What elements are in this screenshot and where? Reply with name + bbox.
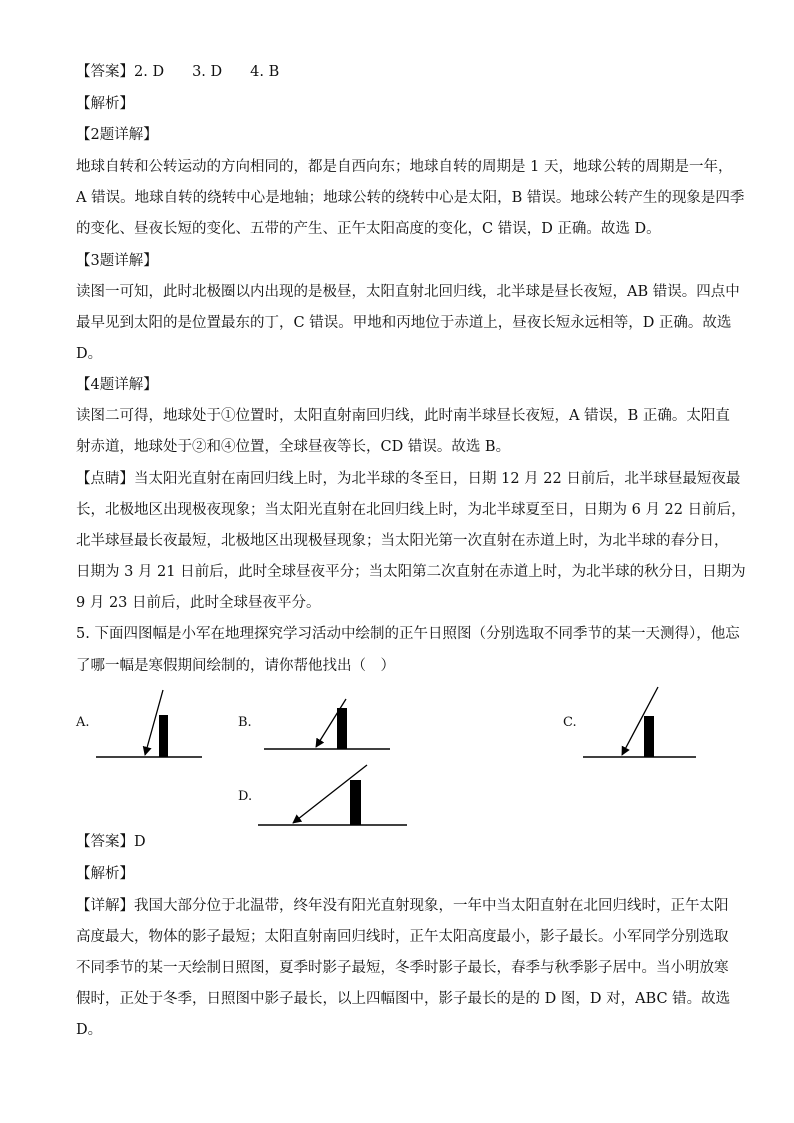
q4-line-1: 读图二可得，地球处于①位置时，太阳直射南回归线，此时南半球昼长夜短，A 错误，B 正确。太阳直 <box>76 408 730 424</box>
q2-heading: 【2题详解】 <box>76 127 158 143</box>
answer-label: 【答案】 <box>76 64 134 80</box>
dianjing-line-2: 长，北极地区出现极夜现象；当太阳光直射在北回归线上时，为北半球夏至日，日期为 6 月 22 日前后， <box>76 502 746 518</box>
q5-detail-line-3: 不同季节的某一天绘制日照图，夏季时影子最短，冬季时影子最长，春季与秋季影子居中。当小明放寒 <box>76 960 729 976</box>
q5-stem-line-1: 5. 下面四图幅是小军在地理探究学习活动中绘制的正午日照图（分别选取不同季节的某一天测得），他忘 <box>76 626 740 642</box>
diagram-c-pole <box>644 716 654 757</box>
q5-detail-line-1: 【详解】我国大部分位于北温带，终年没有阳光直射现象，一年中当太阳直射在北回归线时，正午太阳 <box>76 898 729 914</box>
option-c-label: C. <box>563 715 577 730</box>
diagram-d <box>258 765 407 825</box>
q5-analysis-heading: 【解析】 <box>76 866 134 882</box>
q5-stem-line-2: 了哪一幅是寒假期间绘制的，请你帮他找出（ ） <box>76 658 395 674</box>
q4-heading: 【4题详解】 <box>76 377 158 393</box>
dianjing-line-3: 北半球昼最长夜最短，北极地区出现极昼现象；当太阳光第一次直射在赤道上时，为北半球的春分日， <box>76 533 729 549</box>
answer-item-3: 3. D <box>192 64 223 80</box>
answer-item-2: 2. D <box>134 64 165 80</box>
option-b-label: B. <box>238 715 252 730</box>
diagram-d-pole <box>350 780 361 825</box>
diagram-b-pole <box>337 708 347 749</box>
q3-heading: 【3题详解】 <box>76 253 158 269</box>
option-d-label: D. <box>238 789 253 804</box>
q3-line-2: 最早见到太阳的是位置最东的丁，C 错误。甲地和丙地位于赤道上，昼夜长短永远相等，D 正确。故选 <box>76 315 732 331</box>
q2-line-1: 地球自转和公转运动的方向相同的，都是自西向东；地球自转的周期是 1 天，地球公转的周期是一年， <box>76 159 733 175</box>
analysis-heading: 【解析】 <box>76 96 134 112</box>
q4-line-2: 射赤道，地球处于②和④位置，全球昼夜等长，CD 错误。故选 B。 <box>76 439 511 455</box>
diagram-b <box>264 699 390 749</box>
q3-line-1: 读图一可知，此时北极圈以内出现的是极昼，太阳直射北回归线，北半球是昼长夜短，AB 错误。四点中 <box>76 284 740 300</box>
q5-answer: 【答案】D <box>76 834 146 850</box>
dianjing-line-4: 日期为 3 月 21 日前后，此时全球昼夜平分；当太阳第二次直射在赤道上时，为北半球的秋分日，日期为 <box>76 564 746 580</box>
option-a-label: A. <box>76 715 90 730</box>
q2-line-2: A 错误。地球自转的绕转中心是地轴；地球公转的绕转中心是太阳，B 错误。地球公转产生的现象是四季 <box>76 190 745 206</box>
diagram-a-pole <box>159 715 168 757</box>
q5-detail-line-5: D。 <box>76 1022 103 1038</box>
dianjing-line-5: 9 月 23 日前后，此时全球昼夜平分。 <box>76 595 321 611</box>
diagram-c <box>583 687 696 757</box>
q5-detail-line-4: 假时，正处于冬季，日照图中影子最长，以上四幅图中，影子最长的是的 D 图，D 对，ABC 错。故选 <box>76 991 731 1007</box>
answer-item-4: 4. B <box>250 64 280 80</box>
q5-detail-line-2: 高度最大，物体的影子最短；太阳直射南回归线时，正午太阳高度最小，影子最长。小军同学分别选取 <box>76 929 729 945</box>
q2-line-3: 的变化、昼夜长短的变化、五带的产生、正午太阳高度的变化，C 错误，D 正确。故选 D。 <box>76 221 661 237</box>
diagram-a <box>96 690 202 757</box>
dianjing-line-1: 【点睛】当太阳光直射在南回归线上时，为北半球的冬至日，日期 12 月 22 日前后，北半球昼最短夜最 <box>76 471 741 487</box>
q3-line-3: D。 <box>76 346 103 362</box>
